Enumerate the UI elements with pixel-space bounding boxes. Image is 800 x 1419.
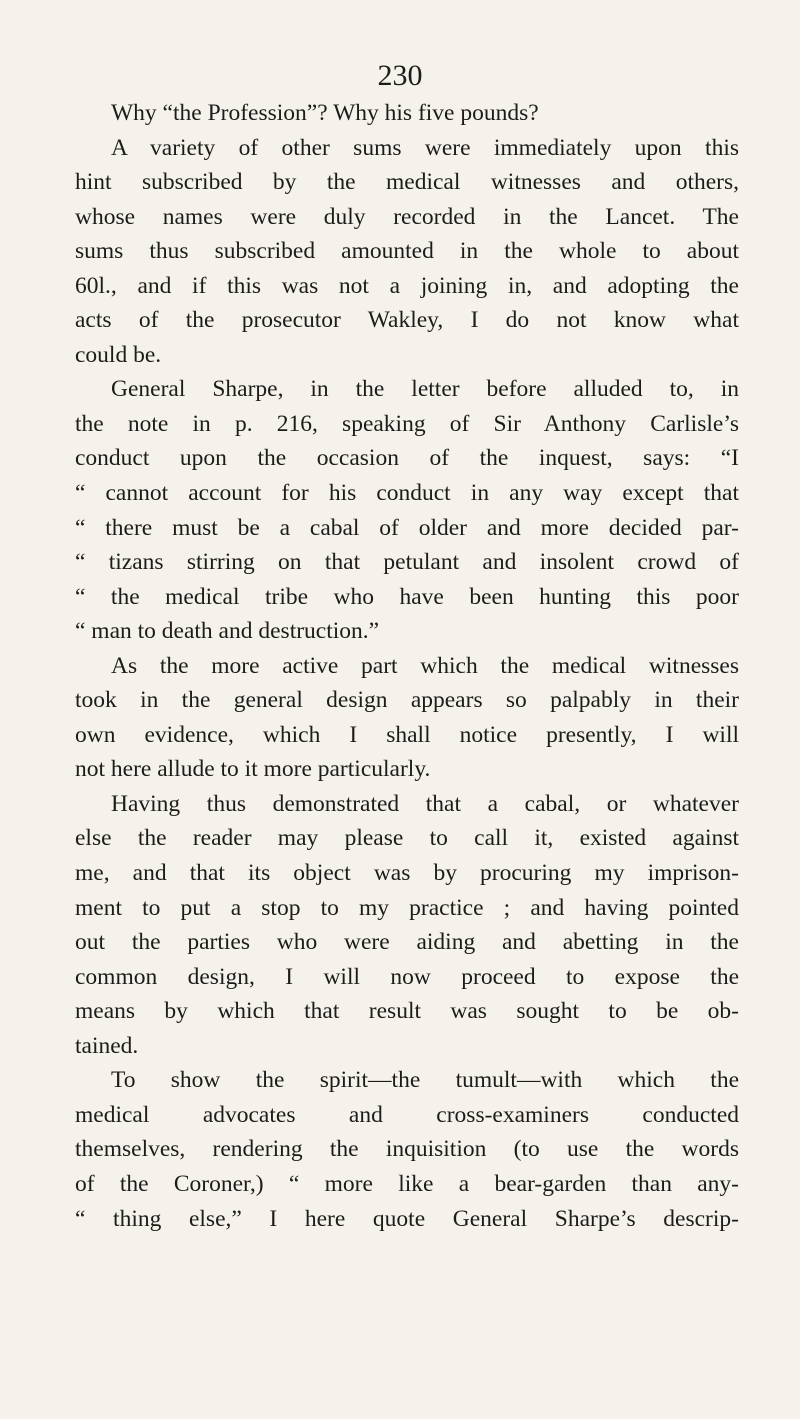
text-line: the note in p. 216, speaking of Sir Anthony Carlisle’s bbox=[75, 410, 739, 437]
text-line: me, and that its object was by procuring my imprison- bbox=[75, 860, 739, 887]
text-line: As the more active part which the medical witnesses bbox=[111, 652, 739, 679]
text-line: means by which that result was sought to be ob- bbox=[75, 998, 739, 1025]
text-line: “ the medical tribe who have been hunting this poor bbox=[75, 583, 739, 610]
text-line: whose names were duly recorded in the Lancet. The bbox=[75, 203, 739, 230]
text-line: “ thing else,” I here quote General Sharpe’s descrip- bbox=[75, 1205, 739, 1232]
text-line: A variety of other sums were immediately upon this bbox=[111, 134, 739, 161]
text-line: else the reader may please to call it, existed against bbox=[75, 825, 739, 852]
text-line: General Sharpe, in the letter before alluded to, in bbox=[111, 376, 739, 403]
text-line: “ man to death and destruction.” bbox=[75, 618, 380, 645]
text-line: medical advocates and cross-examiners conducted bbox=[75, 1101, 739, 1128]
text-line: took in the general design appears so palpably in their bbox=[75, 687, 739, 714]
text-line: hint subscribed by the medical witnesses and others, bbox=[75, 169, 739, 196]
text-line: could be. bbox=[75, 341, 162, 368]
text-line: conduct upon the occasion of the inquest, says: “I bbox=[75, 445, 739, 472]
text-line: themselves, rendering the inquisition (to use the words bbox=[75, 1136, 739, 1163]
text-line: Having thus demonstrated that a cabal, or whatever bbox=[111, 790, 739, 817]
page-number: 230 bbox=[377, 59, 423, 92]
text-line: sums thus subscribed amounted in the whole to about bbox=[75, 238, 739, 265]
text-line: ment to put a stop to my practice ; and having pointed bbox=[75, 894, 739, 921]
text-line: out the parties who were aiding and abetting in the bbox=[75, 929, 739, 956]
text-line: “ tizans stirring on that petulant and insolent crowd of bbox=[75, 549, 739, 576]
text-line: not here allude to it more particularly. bbox=[75, 756, 431, 783]
text-line: 60l., and if this was not a joining in, and adopting the bbox=[75, 272, 739, 299]
text-line: “ cannot account for his conduct in any way except that bbox=[75, 480, 739, 507]
text-line: Why “the Profession”? Why his five pounds? bbox=[111, 100, 539, 126]
text-line: common design, I will now proceed to expose the bbox=[75, 963, 739, 990]
text-line: of the Coroner,) “ more like a bear-garden than any- bbox=[75, 1170, 739, 1197]
text-line: To show the spirit—the tumult—with which the bbox=[111, 1067, 739, 1094]
text-line: acts of the prosecutor Wakley, I do not know what bbox=[75, 307, 739, 334]
text-line: own evidence, which I shall notice presently, I will bbox=[75, 721, 739, 748]
body-text bbox=[75, 96, 739, 1236]
text-line: “ there must be a cabal of older and more decided par- bbox=[75, 514, 739, 541]
text-line: tained. bbox=[75, 1032, 139, 1059]
